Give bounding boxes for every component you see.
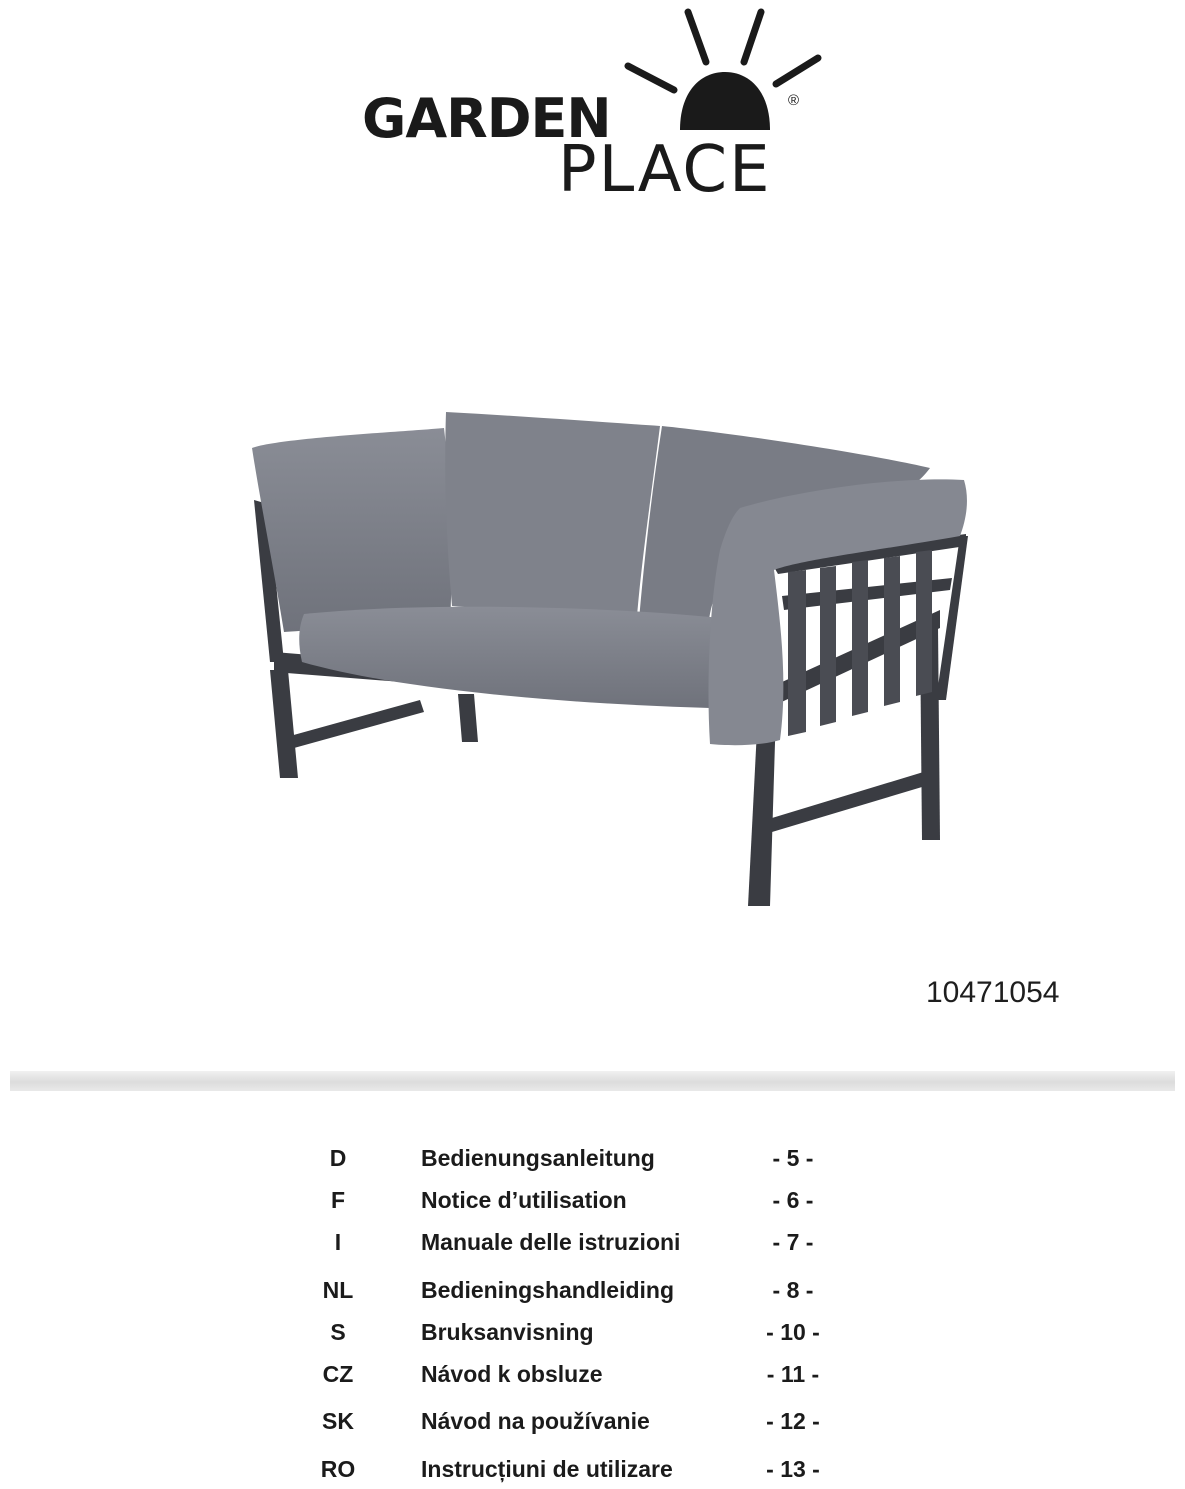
registered-mark: ® [788,92,800,109]
page-number: - 6 - [772,1187,814,1213]
language-row[interactable] [0,1361,1185,1393]
manual-title: Bedienungsanleitung [421,1145,655,1171]
brand-logo [358,4,808,207]
manual-title: Bedieningshandleiding [421,1277,675,1303]
page-number: - 5 - [772,1145,814,1171]
language-code: S [330,1319,346,1345]
language-row[interactable] [0,1408,1185,1440]
language-code: F [330,1187,346,1213]
language-row[interactable] [0,1145,1185,1177]
manual-title: Návod na používanie [421,1408,650,1434]
logo-place-text: PLACE [558,133,772,207]
page-number: - 7 - [772,1229,814,1255]
manual-title: Bruksanvisning [421,1319,594,1345]
language-row[interactable] [0,1229,1185,1261]
page-number: - 10 - [766,1319,820,1345]
manual-title: Instrucțiuni de utilizare [421,1456,673,1482]
language-code: RO [320,1456,356,1482]
language-code: CZ [322,1361,354,1387]
page-number: - 8 - [772,1277,814,1303]
sun-icon [608,4,828,144]
language-row[interactable] [0,1277,1185,1309]
sofa-illustration [240,400,980,910]
manual-title: Notice d’utilisation [421,1187,627,1213]
language-row[interactable] [0,1456,1185,1488]
language-row[interactable] [0,1187,1185,1219]
language-row[interactable] [0,1319,1185,1351]
page-number: - 12 - [766,1408,820,1434]
logo-garden-text: GARDEN [362,87,611,150]
article-number: 10471054 [926,976,1060,1009]
page-number: - 11 - [766,1361,820,1387]
language-code: NL [322,1277,354,1303]
language-code: SK [322,1408,354,1434]
manual-title: Návod k obsluze [421,1361,603,1387]
section-divider [10,1071,1175,1091]
page-number: - 13 - [766,1456,820,1482]
manual-title: Manuale delle istruzioni [421,1229,681,1255]
language-code: I [334,1229,342,1255]
language-code: D [329,1145,347,1171]
